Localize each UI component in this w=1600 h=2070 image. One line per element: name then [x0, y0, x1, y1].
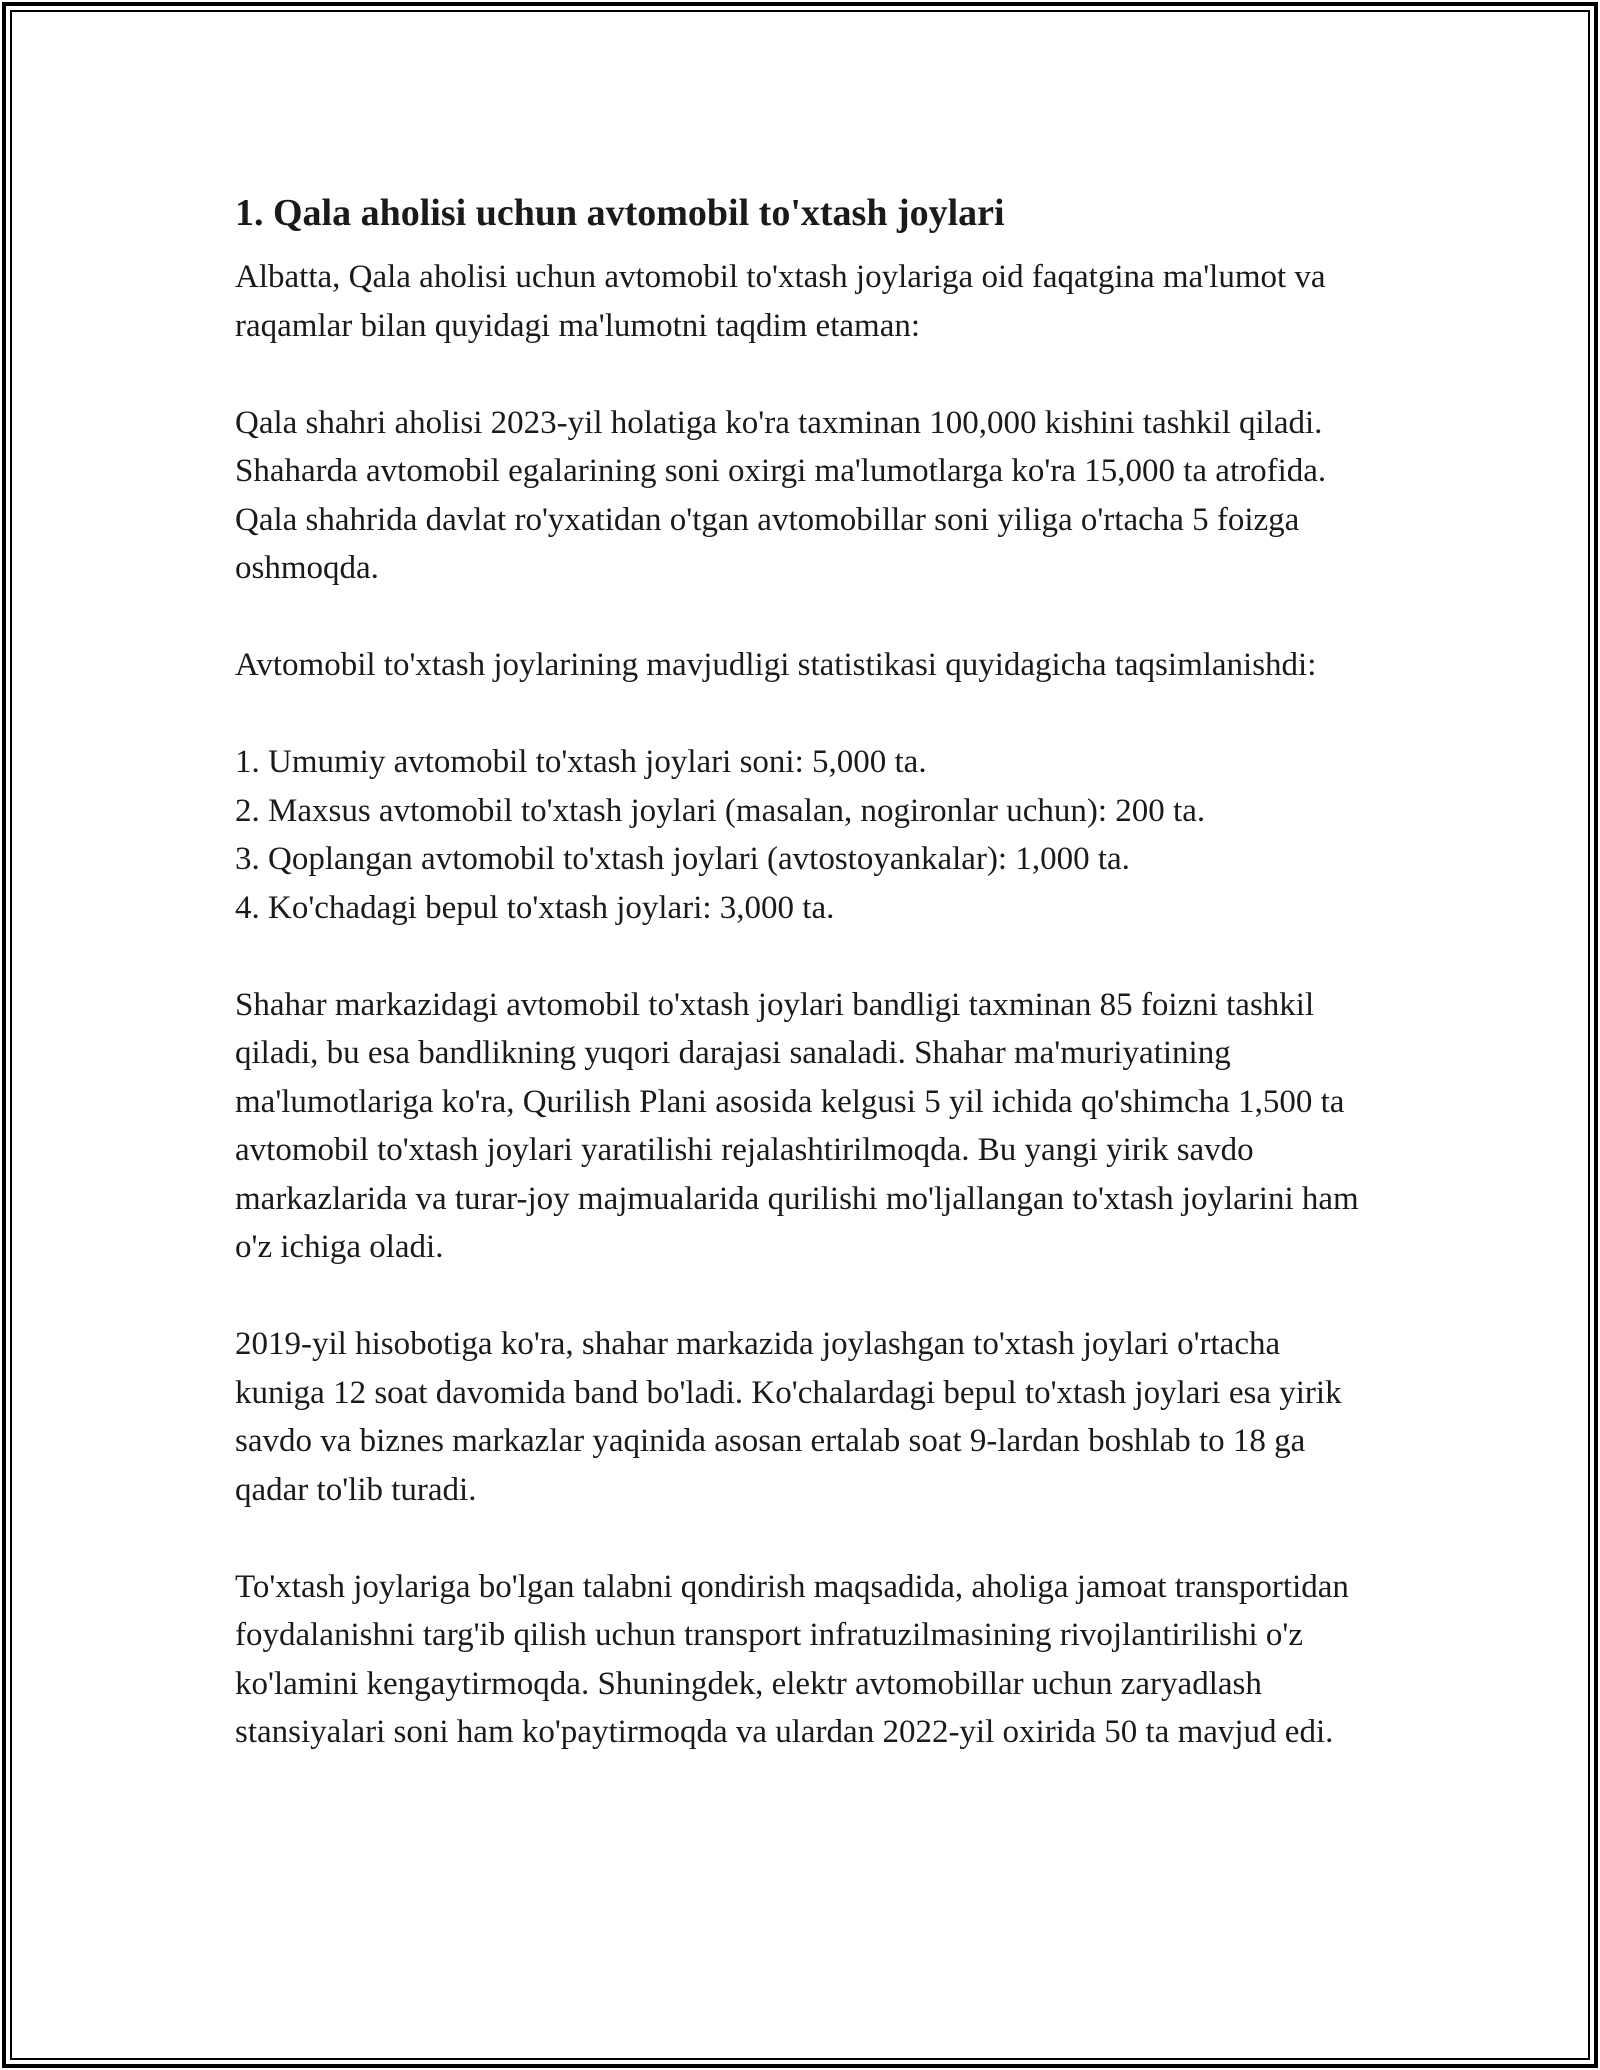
occupancy-paragraph: Shahar markazidagi avtomobil to'xtash joylari bandligi taxminan 85 foizni tashkil qiladi, bu esa bandlikning yuqori darajasi sanaladi. Shahar ma'muriyatining ma'lumotlariga ko'ra, Qurilish Plani asosida kelgusi 5 yil ichida qo'shimcha 1,500 ta avtomobil to'xtash joylari yaratilishi rejalashtirilmoqda. Bu yangi yirik savdo markazlarida va turar-joy majmualarida qurilishi mo'ljallangan to'xtash joylarini ham o'z ichiga oladi.: [235, 986, 1359, 1265]
stats-list-item: 3. Qoplangan avtomobil to'xtash joylari (avtostoyankalar): 1,000 ta.: [235, 841, 1130, 877]
population-paragraph: Qala shahri aholisi 2023-yil holatiga ko'ra taxminan 100,000 kishini tashkil qiladi. Shaharda avtomobil egalarining soni oxirgi ma'lumotlarga ko'ra 15,000 ta atrofida. Qala shahrida davlat ro'yxatidan o'tgan avtomobillar soni yiliga o'rtacha 5 foizga oshmoqda.: [235, 404, 1327, 586]
intro-paragraph: Albatta, Qala aholisi uchun avtomobil to'xtash joylariga oid faqatgina ma'lumot va raqamlar bilan quyidagi ma'lumotni taqdim etaman:: [235, 259, 1326, 344]
document-title: 1. Qala aholisi uchun avtomobil to'xtash joylari: [235, 192, 1005, 234]
stats-intro-paragraph: Avtomobil to'xtash joylarining mavjudligi statistikasi quyidagicha taqsimlanishdi:: [235, 647, 1317, 683]
stats-list: [235, 738, 1375, 932]
stats-list-item: 2. Maxsus avtomobil to'xtash joylari (masalan, nogironlar uchun): 200 ta.: [235, 792, 1206, 829]
stats-list-item: 1. Umumiy avtomobil to'xtash joylari soni: 5,000 ta.: [235, 744, 927, 780]
stats-list-item: 4. Ko'chadagi bepul to'xtash joylari: 3,000 ta.: [235, 889, 835, 926]
document-body: [235, 185, 1375, 1757]
report-2019-paragraph: 2019-yil hisobotiga ko'ra, shahar markazida joylashgan to'xtash joylari o'rtacha kuniga 12 soat davomida band bo'ladi. Ko'chalardagi bepul to'xtash joylari esa yirik savdo va biznes markazlar yaqinida asosan ertalab soat 9-lardan boshlab to 18 ga qadar to'lib turadi.: [235, 1326, 1342, 1508]
conclusion-paragraph: To'xtash joylariga bo'lgan talabni qondirish maqsadida, aholiga jamoat transportidan foydalanishni targ'ib qilish uchun transport infratuzilmasining rivojlantirilishi o'z ko'lamini kengaytirmoqda. Shuningdek, elektr avtomobillar uchun zaryadlash stansiyalari soni ham ko'paytirmoqda va ulardan 2022-yil oxirida 50 ta mavjud edi.: [235, 1568, 1349, 1750]
